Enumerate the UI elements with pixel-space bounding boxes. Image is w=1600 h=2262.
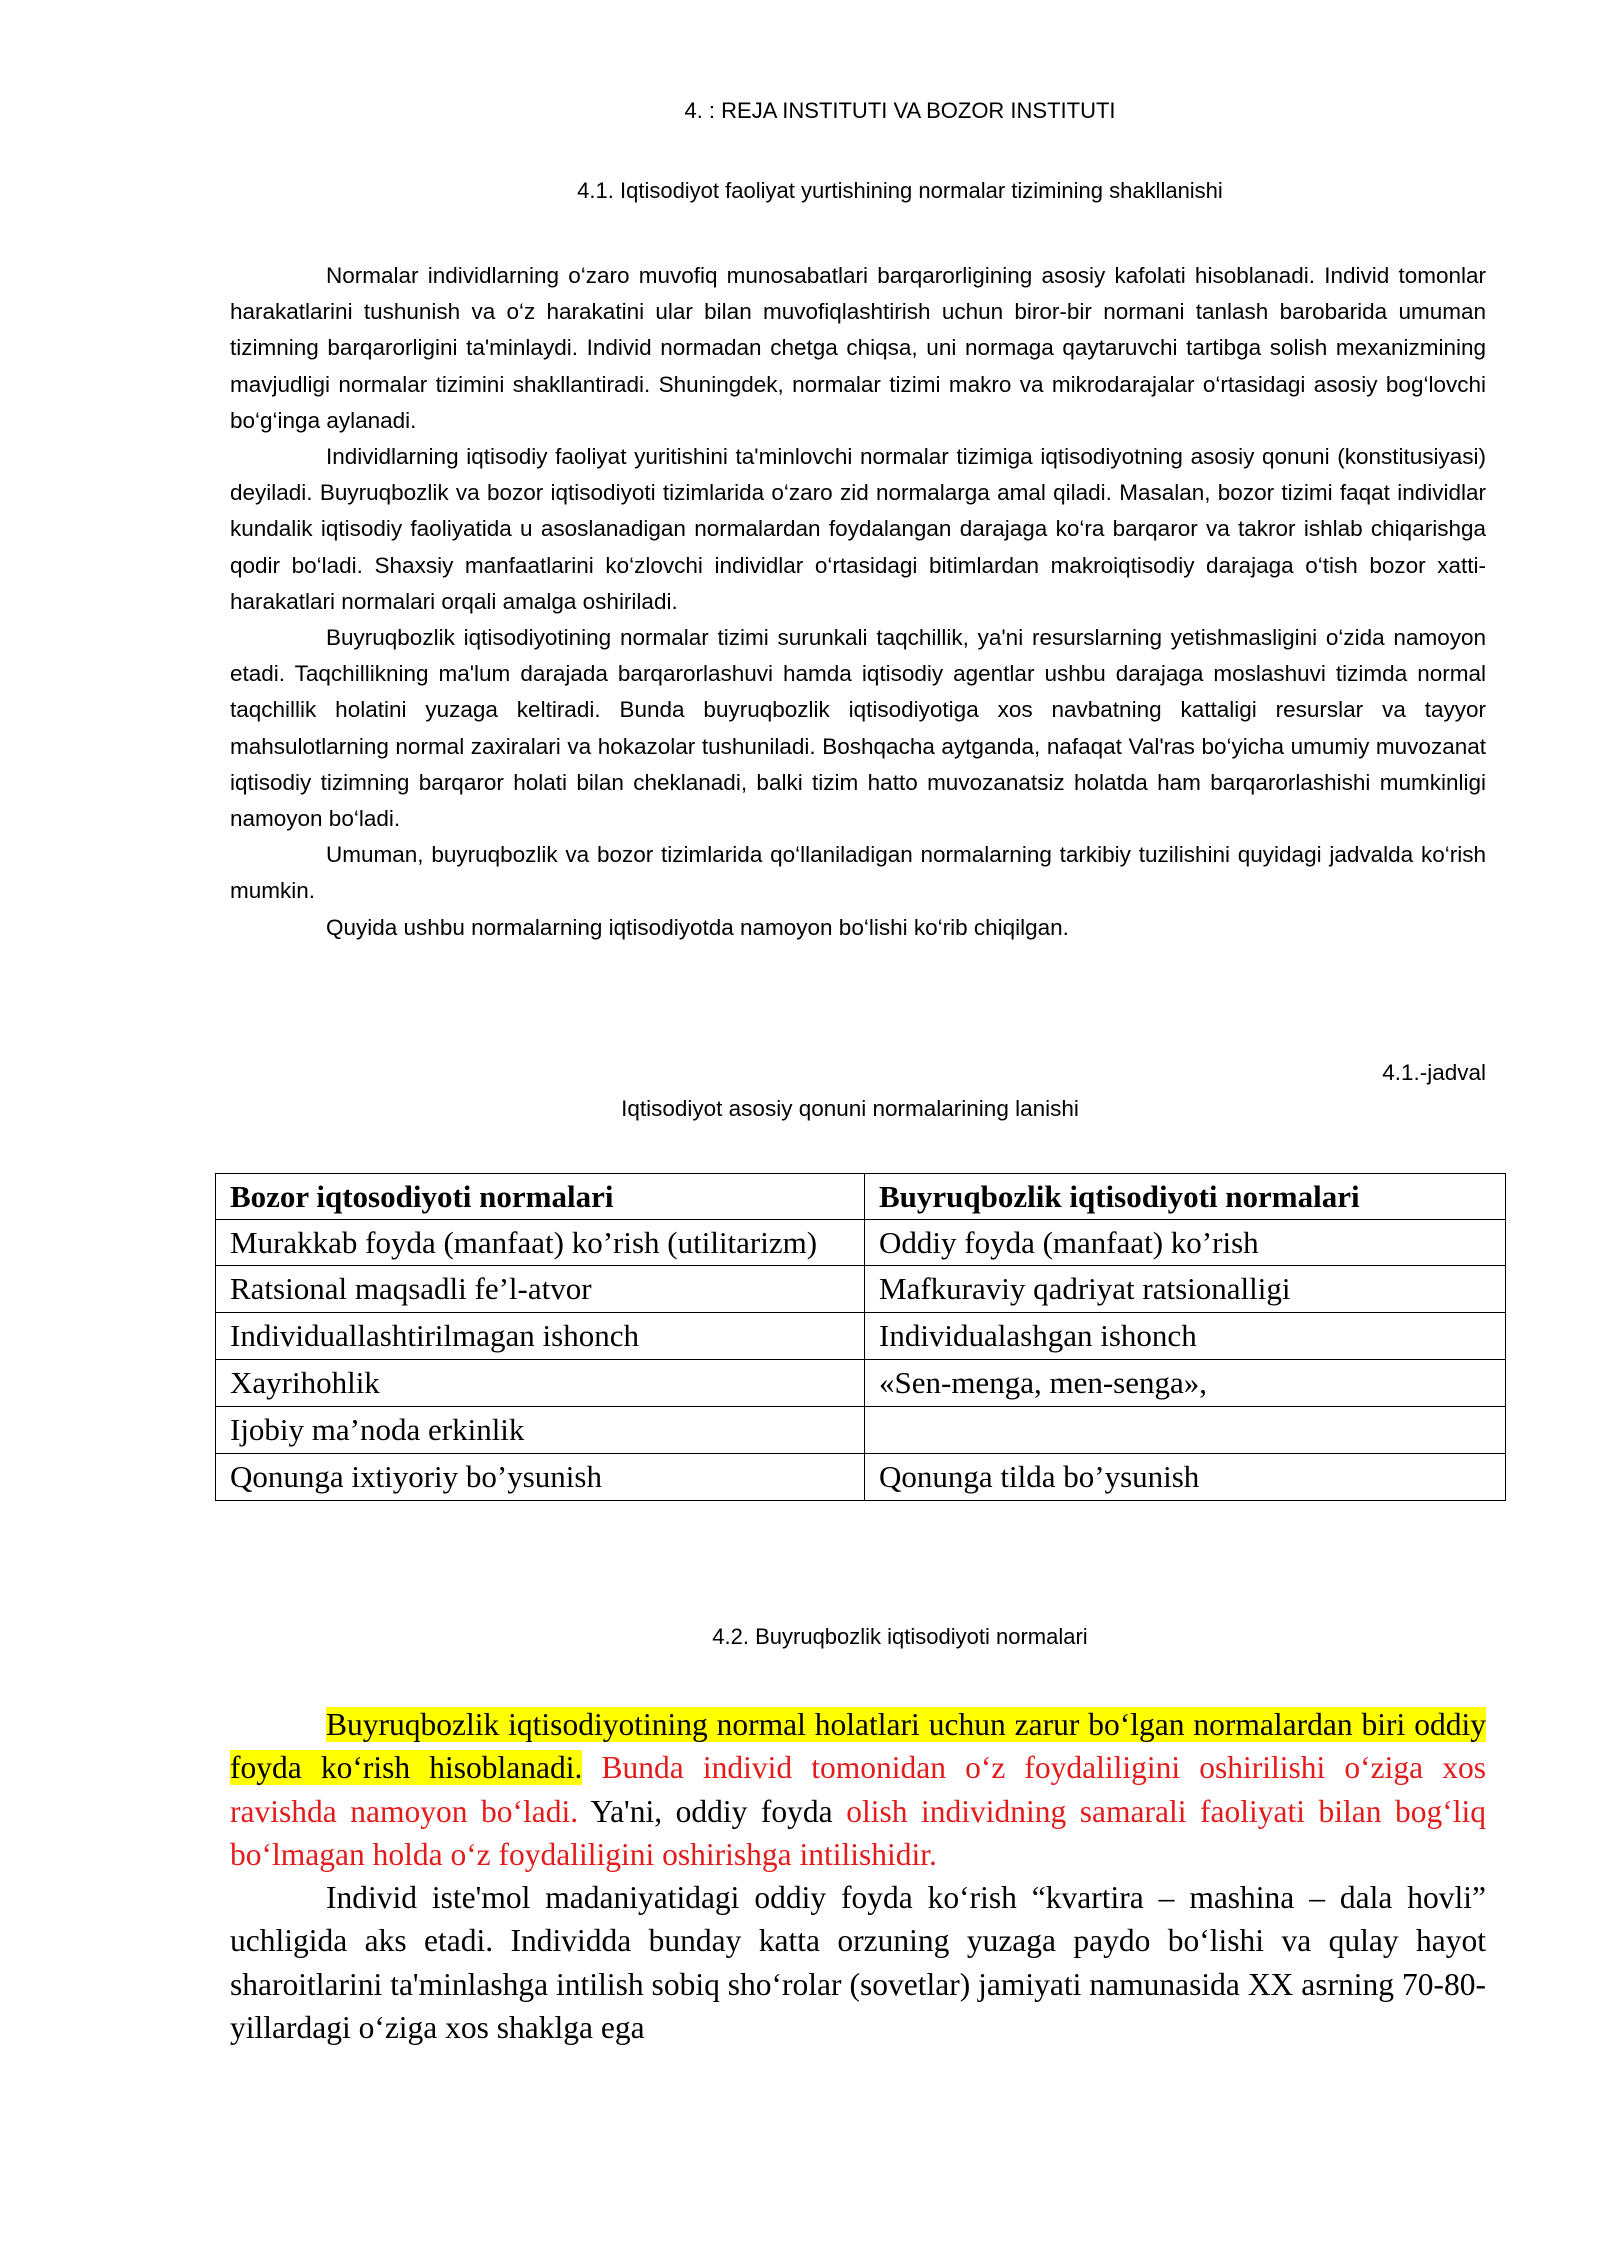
table-number: 4.1.-jadval (1382, 1060, 1486, 1085)
paragraph: Umuman, buyruqbozlik va bozor tizimlarida qo‘llaniladigan normalarning tarkibiy tuzilishini quyidagi jadvalda ko‘rish mumkin. (230, 842, 1486, 904)
section-title-4-2-text: 4.2. Buyruqbozlik iqtisodiyoti normalari (712, 1624, 1088, 1649)
table-cell: Ijobiy ma’noda erkinlik (216, 1407, 865, 1454)
table-cell: Qonunga ixtiyoriy bo’ysunish (216, 1454, 865, 1501)
table-cell (865, 1407, 1506, 1454)
paragraph: Normalar individlarning o‘zaro muvofiq munosabatlari barqarorligining asosiy kafolati hisoblanadi. Individ tomonlar harakatlarini tushunish va o‘z harakatini ular bilan muvofiqlashtirish uchun biror-bir normani tanlash barobarida umuman tizimning barqarorligini ta'minlaydi. Individ normadan chetga chiqsa, uni normaga qaytaruvchi tartibga solish mexanizmining mavjudligi normalar tizimini shakllantiradi. Shuningdek, normalar tizimi makro va mikrodarajalar o‘rtasidagi asosiy bog‘lovchi bo‘g‘inga aylanadi. (230, 263, 1486, 433)
section-4-1-body (230, 258, 1486, 946)
section-title-4-2 (0, 1624, 1600, 1650)
table-cell: Oddiy foyda (manfaat) ko’rish (865, 1220, 1506, 1266)
highlighted-text: Buyruqbozlik iqtisodiyotining normal holatlari uchun zarur bo‘lgan normalardan biri oddiy foyda ko‘rish hisoblanadi. (230, 1707, 1486, 1786)
table-header-row (216, 1174, 1506, 1220)
paragraph: Individlarning iqtisodiy faoliyat yuritishini ta'minlovchi normalar tizimiga iqtisodiyotning asosiy qonuni (konstitusiyasi) deyiladi. Buyruqbozlik va bozor iqtisodiyoti tizimlarida o‘zaro zid normalarga amal qiladi. Masalan, bozor tizimi faqat individlar kundalik iqtisodiy faoliyatida u asoslanadigan normalardan foydalangan darajaga ko‘ra barqaror va takror ishlab chiqarishga qodir bo‘ladi. Shaxsiy manfaatlarini ko‘zlovchi individlar o‘rtasidagi bitimlardan makroiqtisodiy darajaga o‘tish bozor xatti-harakatlari normalari orqali amalga oshiriladi. (230, 444, 1486, 614)
table-row (216, 1220, 1506, 1266)
table-row (216, 1266, 1506, 1313)
section-4-2-body (230, 1703, 1486, 2049)
chapter-title (0, 98, 1600, 124)
table-cell: «Sen-menga, men-senga», (865, 1360, 1506, 1407)
table-row (216, 1407, 1506, 1454)
table-row (216, 1313, 1506, 1360)
table-header-cell: Bozor iqtosodiyoti normalari (216, 1174, 865, 1220)
table-cell: Murakkab foyda (manfaat) ko’rish (utilitarizm) (216, 1220, 865, 1266)
red-text: Bunda individ tomonidan o‘z foydaliligini oshirilishi o‘ziga xos ravishda namoyon bo‘ladi. (230, 1750, 1487, 1829)
red-text: olish individning samarali faoliyati bilan bog‘liq bo‘lmagan holda o‘z foydaliligini oshirishga intilishidir. (230, 1793, 1486, 1872)
section-title-4-1-text: 4.1. Iqtisodiyot faoliyat yurtishining normalar tizimining shakllanishi (577, 178, 1223, 203)
paragraph: Individ iste'mol madaniyatidagi oddiy foyda ko‘rish “kvartira – mashina – dala hovli” uchligida aks etadi. Individda bunday katta orzuning yuzaga paydo bo‘lishi va qulay hayot sharoitlarini ta'minlashga intilish sobiq sho‘rolar (sovetlar) jamiyati namunasida XX asrning 70-80-yillardagi o‘ziga xos shaklga ega (230, 1880, 1486, 2046)
table-cell: Xayrihohlik (216, 1360, 865, 1407)
table-caption-text: Iqtisodiyot asosiy qonuni normalarining lanishi (621, 1096, 1079, 1121)
table-row (216, 1454, 1506, 1501)
paragraph: Buyruqbozlik iqtisodiyotining normalar tizimi surunkali taqchillik, ya'ni resurslarning yetishmasligini o‘zida namoyon etadi. Taqchillikning ma'lum darajada barqarorlashuvi hamda iqtisodiy agentlar ushbu darajaga moslashuvi tizimda normal taqchillik holatini yuzaga keltiradi. Bunda buyruqbozlik iqtisodiyotiga xos navbatning kattaligi resurslar va tayyor mahsulotlarning normal zaxiralari va hokazolar tushuniladi. Boshqacha aytganda, nafaqat Val'ras bo‘yicha umumiy muvozanat iqtisodiy tizimning barqaror holati bilan cheklanadi, balki tizim hatto muvozanatsiz holatda ham barqarorlashishi mumkinligi namoyon bo‘ladi. (230, 625, 1486, 832)
table-cell: Ratsional maqsadli fe’l-atvor (216, 1266, 865, 1313)
table-caption (0, 1096, 1600, 1122)
paragraph: Quyida ushbu normalarning iqtisodiyotda namoyon bo‘lishi ko‘rib chiqilgan. (326, 914, 1069, 940)
chapter-title-text: 4. : REJA INSTITUTI VA BOZOR INSTITUTI (684, 98, 1116, 123)
table-row (216, 1360, 1506, 1407)
norms-table (215, 1173, 1506, 1501)
table-header-cell: Buyruqbozlik iqtisodiyoti normalari (865, 1174, 1506, 1220)
paragraph (230, 1703, 1486, 1876)
table-cell: Mafkuraviy qadriyat ratsionalligi (865, 1266, 1506, 1313)
table-cell: Qonunga tilda bo’ysunish (865, 1454, 1506, 1501)
section-title-4-1 (0, 178, 1600, 204)
table-cell: Individualashgan ishonch (865, 1313, 1506, 1360)
table-cell: Individuallashtirilmagan ishonch (216, 1313, 865, 1360)
plain-text: Ya'ni, oddiy foyda (590, 1793, 833, 1829)
